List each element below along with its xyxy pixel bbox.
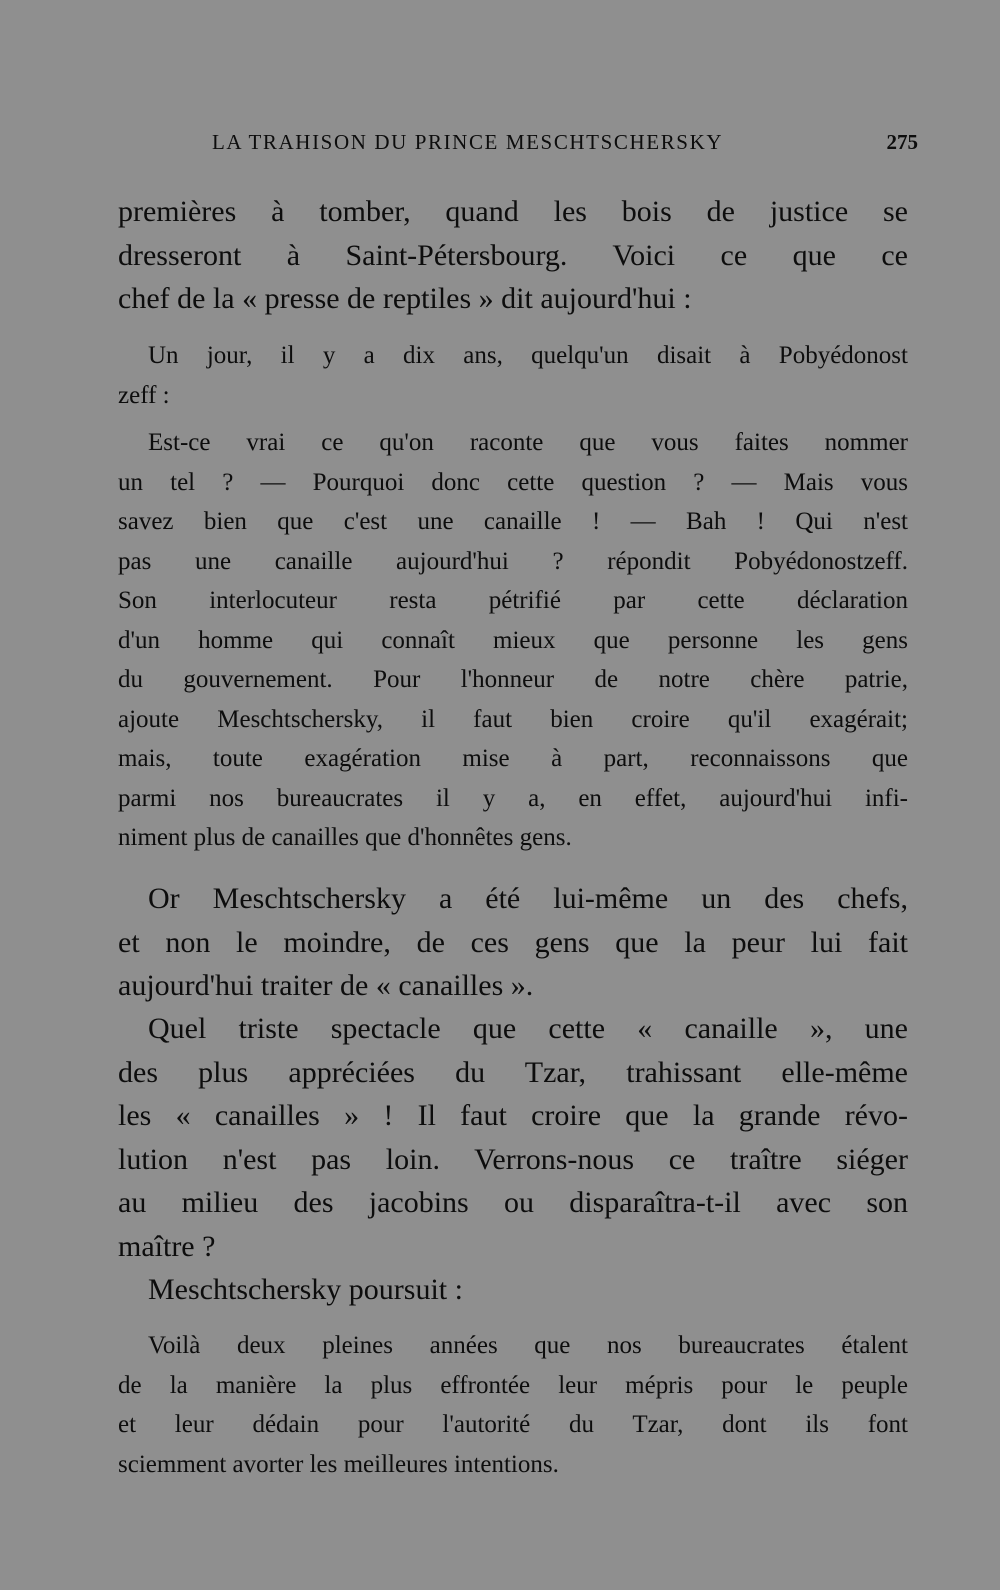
- text-line: Un jour, il y a dix ans, quelqu'un disait à Pobyédonost: [148, 342, 908, 369]
- page-number: 275: [886, 130, 918, 154]
- text-line: chef de la « presse de reptiles » dit aujourd'hui :: [118, 282, 692, 315]
- text-line: et leur dédain pour l'autorité du Tzar, dont ils font: [118, 1411, 908, 1438]
- text-line: ajoute Meschtschersky, il faut bien croire qu'il exagérait;: [118, 705, 908, 733]
- text-line: premières à tomber, quand les bois de justice se: [118, 195, 908, 228]
- body-paragraph: [118, 877, 908, 1008]
- page-header: [212, 130, 918, 160]
- text-line: savez bien que c'est une canaille ! — Bah ! Qui n'est: [118, 508, 908, 535]
- paragraph-continued: [118, 190, 908, 321]
- text-line: et non le moindre, de ces gens que la peur lui fait: [118, 925, 908, 959]
- text-line: dresseront à Saint-Pétersbourg. Voici ce que ce: [118, 238, 908, 272]
- running-title: LA TRAHISON DU PRINCE MESCHTSCHERSKY: [212, 130, 724, 154]
- quote-paragraph: [118, 1326, 908, 1484]
- body-paragraph: [118, 1268, 908, 1312]
- text-line: maître ?: [118, 1229, 216, 1263]
- text-line: un tel ? — Pourquoi donc cette question ? — Mais vous: [118, 468, 908, 496]
- text-line: sciemment avorter les meilleures intentions.: [118, 1450, 559, 1478]
- text-line: aujourd'hui traiter de « canailles ».: [118, 969, 534, 1002]
- text-line: Voilà deux pleines années que nos bureaucrates étalent: [148, 1332, 908, 1359]
- text-line: Est-ce vrai ce qu'on raconte que vous faites nommer: [148, 429, 908, 456]
- text-line: Or Meschtschersky a été lui-même un des chefs,: [148, 882, 908, 915]
- text-line: zeff :: [118, 381, 170, 409]
- text-line: d'un homme qui connaît mieux que personne les gens: [118, 626, 908, 654]
- body-paragraph: [118, 1007, 908, 1268]
- text-line: Son interlocuteur resta pétrifié par cette déclaration: [118, 587, 908, 614]
- text-line: du gouvernement. Pour l'honneur de notre chère patrie,: [118, 666, 908, 693]
- text-line: les « canailles » ! Il faut croire que la grande révo-: [118, 1099, 908, 1132]
- text-line: au milieu des jacobins ou disparaîtra-t-il avec son: [118, 1186, 908, 1219]
- text-line: pas une canaille aujourd'hui ? répondit Pobyédonostzeff.: [118, 547, 908, 575]
- text-line: de la manière la plus effrontée leur mépris pour le peuple: [118, 1371, 908, 1399]
- quote-paragraph: [118, 336, 908, 415]
- text-line: Meschtschersky poursuit :: [148, 1273, 463, 1306]
- text-line: mais, toute exagération mise à part, reconnaissons que: [118, 745, 908, 772]
- quote-paragraph: [118, 423, 908, 858]
- text-line: Quel triste spectacle que cette « canaille », une: [148, 1012, 908, 1045]
- text-line: des plus appréciées du Tzar, trahissant elle-même: [118, 1055, 908, 1089]
- text-line: niment plus de canailles que d'honnêtes gens.: [118, 824, 572, 851]
- text-line: lution n'est pas loin. Verrons-nous ce traître siéger: [118, 1142, 908, 1176]
- text-line: parmi nos bureaucrates il y a, en effet, aujourd'hui infi-: [118, 784, 908, 812]
